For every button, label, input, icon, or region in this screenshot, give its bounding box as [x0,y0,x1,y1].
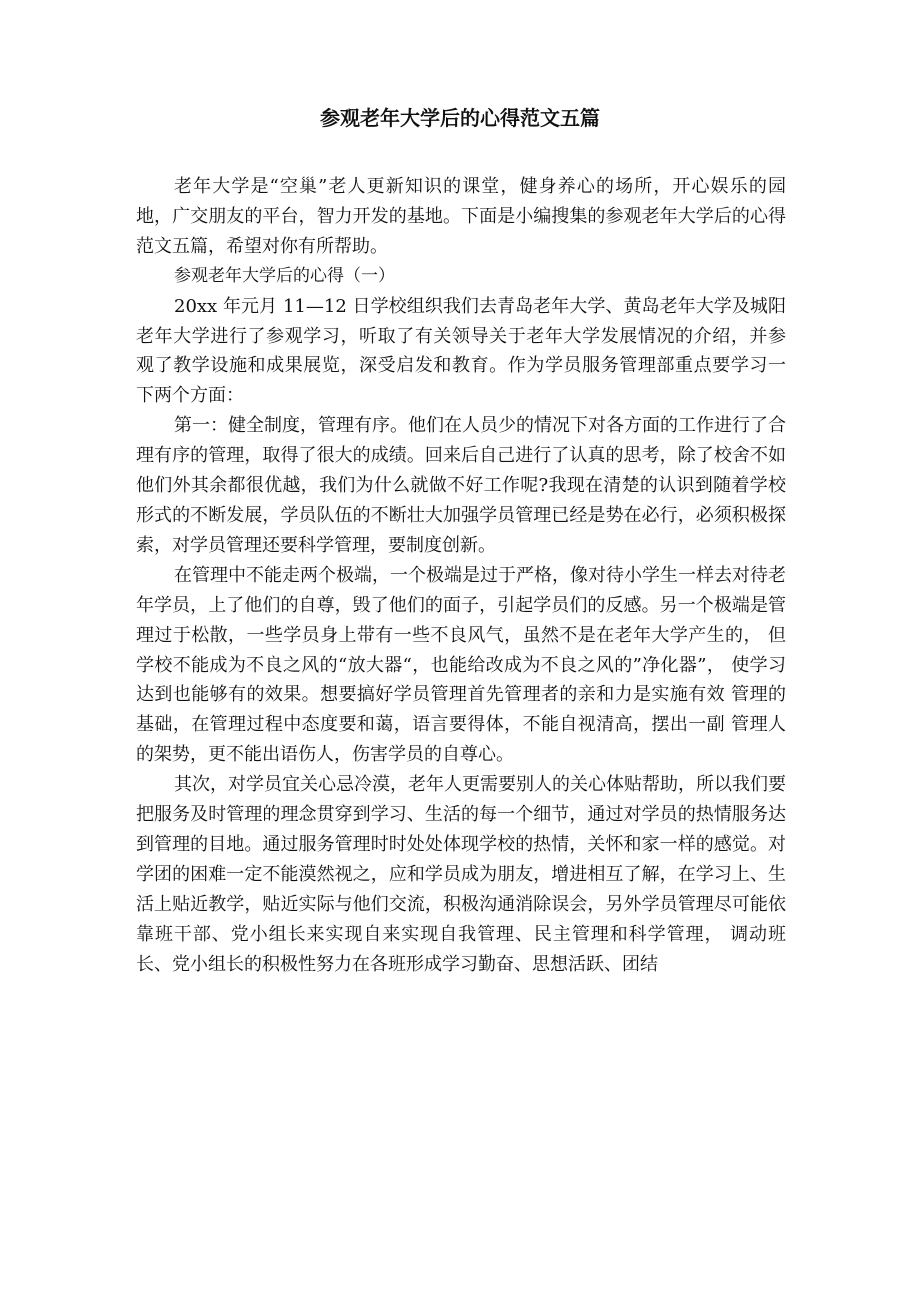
intro-paragraph: 老年大学是“空巢”老人更新知识的课堂，健身养心的场所，开心娱乐的园地，广交朋友的平台，智力开发的基地。下面是小编搜集的参观老年大学后的心得范文五篇，希望对你有所帮助。 [136,176,786,257]
body-paragraph: 20xx 年元月 11—12 日学校组织我们去青岛老年大学、黄岛老年大学及城阳 老年大学进行了参观学习，听取了有关领导关于老年大学发展情况的介绍，并参 观了教学设施和成果展览，深受启发和教育。作为学员服务管理部重点要学习一 下两个方面： [136,295,786,407]
body-paragraph: 其次，对学员宜关心忌冷漠，老年人更需要别人的关心体贴帮助，所以我们要把服务及时管理的理念贯穿到学习、生活的每一个细节，通过对学员的热情服务达到管理的目地。通过服务管理时时处处体现学校的热情，关怀和家一样的感觉。对学团的困难一定不能漠然视之，应和学员成为朋友，增进相互了解，在学习上、生活上贴近教学，贴近实际与他们交流，积极沟通消除误会，另外学员管理尽可能依靠班干部、党小组长来实现自来实现自我管理、民主管理和科学管理， 调动班长、党小组长的积极性努力在各班形成学习勤奋、思想活跃、团结 [136,774,786,975]
document-title: 参观老年大学后的心得范文五篇 [320,106,600,130]
body-paragraph: 在管理中不能走两个极端，一个极端是过于严格，像对待小学生一样去对待老年学员，上了他们的自尊，毁了他们的面子，引起学员们的反感。另一个极端是管理过于松散，一些学员身上带有一些不良风气，虽然不是在老年大学产生的， 但学校不能成为不良之风的“放大器“，也能给改成为不良之风的”净化器”， 使学习达到也能够有的效果。想要搞好学员管理首先管理者的亲和力是实施有效 管理的基础，在管理过程中态度要和蔼，语言要得体，不能自视清高，摆出一副 管理人的架势，更不能出语伤人，伤害学员的自尊心。 [136,564,786,766]
section-heading: 参观老年大学后的心得（一） [174,265,395,286]
body-paragraph: 第一：健全制度，管理有序。他们在人员少的情况下对各方面的工作进行了合理有序的管理，取得了很大的成绩。回来后自己进行了认真的思考，除了校舍不如他们外其余都很优越，我们为什么就做不好工作呢?我现在清楚的认识到随着学校形式的不断发展，学员队伍的不断壮大加强学员管理已经是势在必行，必须积极探索，对学员管理还要科学管理，要制度创新。 [136,415,786,556]
document-body [136,172,786,979]
